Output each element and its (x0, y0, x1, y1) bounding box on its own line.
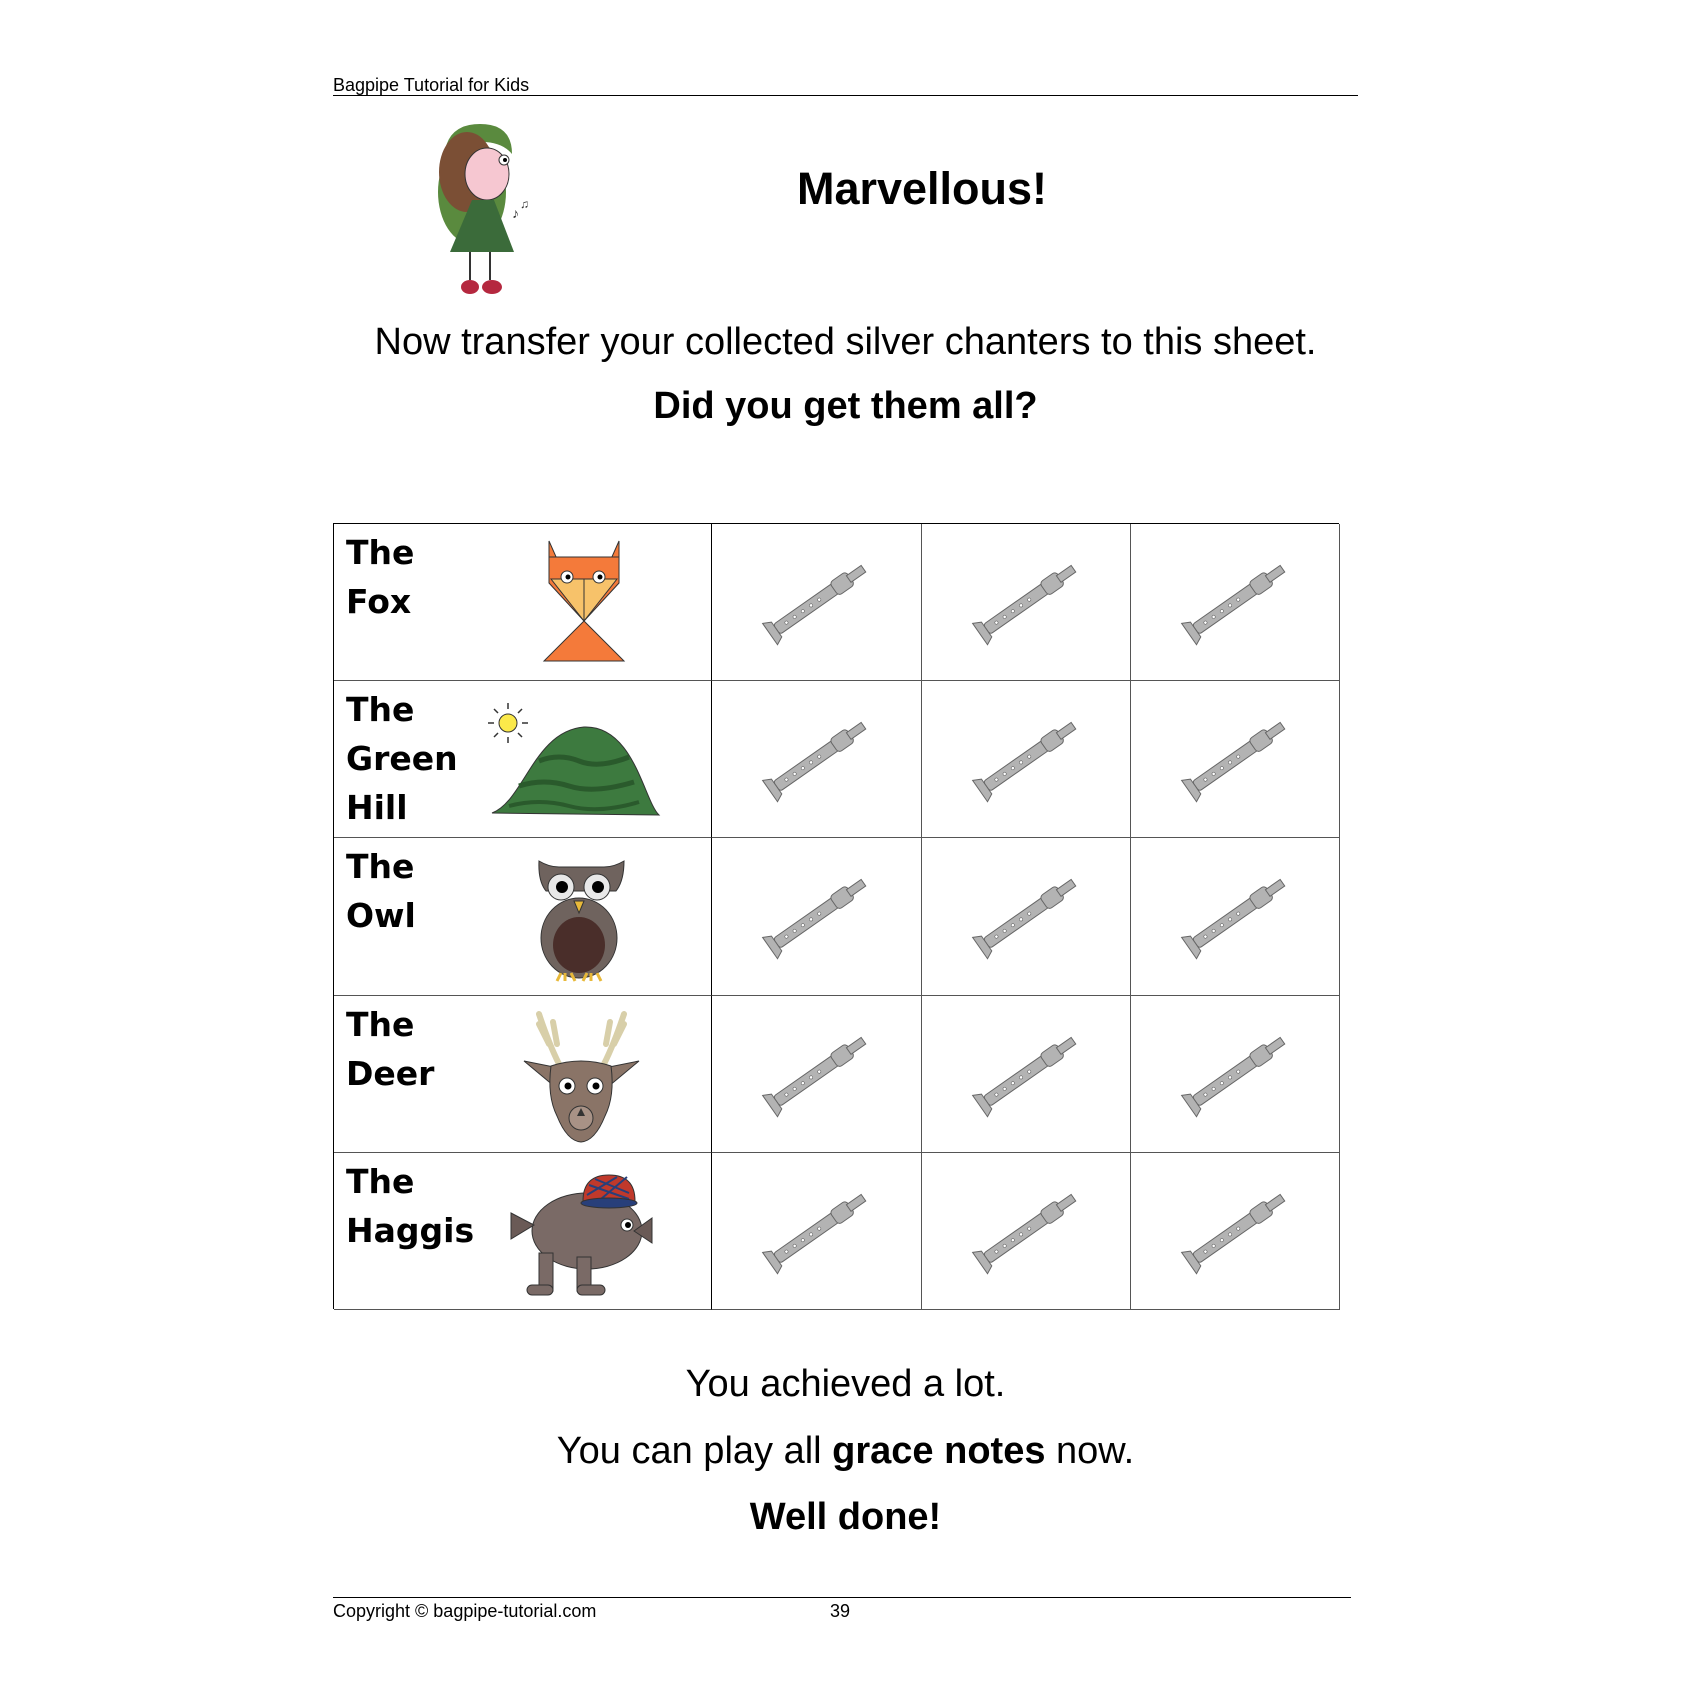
silver-chanter-icon (757, 707, 877, 807)
creature-name-deer: The Deer (346, 1004, 435, 1093)
header-rule (333, 95, 1358, 96)
closing-line-achieved: You achieved a lot. (685, 1363, 1006, 1405)
silver-chanter-icon (967, 1179, 1087, 1279)
creature-name-owl: The Owl (346, 847, 416, 936)
page-title: Marvellous! (796, 163, 1048, 214)
chanter-slot (922, 524, 1131, 681)
chanter-slot (922, 681, 1131, 838)
haggis-icon (509, 1173, 654, 1298)
row-label-cell-fox (334, 524, 712, 681)
chanter-slot (1131, 681, 1340, 838)
chanter-slot (712, 996, 922, 1153)
closing-line-grace-notes: You can play all grace notes now. (556, 1430, 1135, 1472)
closing-line-well-done: Well done! (749, 1496, 942, 1538)
creature-name-haggis: The Haggis (346, 1161, 475, 1250)
creature-name-green-hill: The Green Hill (346, 690, 458, 828)
running-header: Bagpipe Tutorial for Kids (333, 75, 530, 95)
question-text: Did you get them all? (653, 385, 1038, 427)
row-label-cell-deer (334, 996, 712, 1153)
silver-chanter-icon (1176, 707, 1296, 807)
silver-chanter-icon (967, 864, 1087, 964)
chanter-slot (712, 524, 922, 681)
chanter-slot (1131, 996, 1340, 1153)
chanter-slot (712, 1153, 922, 1310)
svg-text:♪: ♪ (512, 205, 519, 221)
page-number: 39 (830, 1601, 851, 1621)
silver-chanter-icon (1176, 864, 1296, 964)
svg-text:♫: ♫ (520, 197, 529, 211)
chanter-slot (1131, 1153, 1340, 1310)
silver-chanter-icon (757, 864, 877, 964)
green-hill-icon (484, 691, 664, 821)
chanter-slot (712, 838, 922, 995)
fox-icon (539, 539, 629, 664)
silver-chanter-icon (757, 1022, 877, 1122)
row-label-cell-green-hill (334, 681, 712, 838)
chanter-slot (1131, 524, 1340, 681)
silver-chanter-icon (967, 1022, 1087, 1122)
silver-chanter-icon (1176, 1179, 1296, 1279)
creature-name-fox: The Fox (346, 533, 415, 621)
chanter-slot (922, 838, 1131, 995)
chanter-slot (922, 1153, 1131, 1310)
silver-chanter-icon (757, 550, 877, 650)
footer-rule (333, 1597, 1351, 1598)
row-label-cell-haggis (334, 1153, 712, 1310)
silver-chanter-icon (757, 1179, 877, 1279)
silver-chanter-icon (1176, 1022, 1296, 1122)
instruction-text: Now transfer your collected silver chanters to this sheet. (374, 321, 1317, 363)
silver-chanter-icon (967, 707, 1087, 807)
row-label-cell-owl (334, 838, 712, 995)
chanter-slot (1131, 838, 1340, 995)
silver-chanter-icon (967, 550, 1087, 650)
silver-chanter-icon (1176, 550, 1296, 650)
deer-icon (519, 1006, 644, 1146)
footer-copyright: Copyright © bagpipe-tutorial.com (333, 1601, 597, 1621)
chanter-slot (922, 996, 1131, 1153)
owl-icon (529, 853, 634, 983)
chanter-collection-table (333, 523, 1339, 1309)
chanter-slot (712, 681, 922, 838)
